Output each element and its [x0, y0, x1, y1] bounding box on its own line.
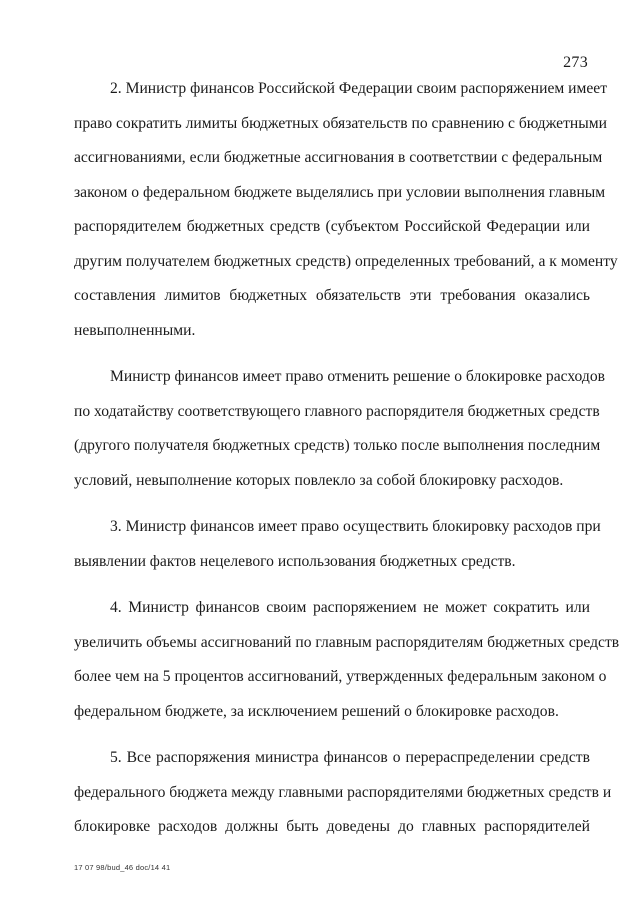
paragraph-4: [74, 591, 620, 729]
text-line: (другого получателя бюджетных средств) только после выполнения последним: [74, 437, 601, 454]
text-line: законом о федеральном бюджете выделялись при условии выполнения главным: [74, 183, 606, 201]
page-number: 273: [563, 54, 588, 71]
text-line: Министр финансов имеет право отменить решение о блокировке расходов: [110, 368, 605, 385]
paragraph-2-continued: [74, 360, 605, 498]
document-body: [74, 72, 620, 857]
text-line: 3. Министр финансов имеет право осуществить блокировку расходов при: [110, 518, 601, 535]
paragraph-5: [74, 741, 612, 845]
text-line: другим получателем бюджетных средств) определенных требований, а к моменту: [74, 252, 618, 270]
text-line: по ходатайству соответствующего главного распорядителя бюджетных средств: [74, 402, 600, 420]
text-line: 4. Министр финансов своим распоряжением не может сократить или: [110, 599, 590, 616]
text-line: составления лимитов бюджетных обязательств эти требования оказались: [74, 287, 590, 304]
text-line: выявлении фактов нецелевого использования бюджетных средств.: [74, 552, 516, 570]
text-line: невыполненными.: [74, 321, 196, 339]
text-line: 2. Министр финансов Российской Федерации своим распоряжением имеет: [110, 80, 608, 97]
text-line: 5. Все распоряжения министра финансов о перераспределении средств: [110, 749, 590, 766]
text-line: право сократить лимиты бюджетных обязательств по сравнению с бюджетными: [74, 114, 607, 132]
text-line: ассигнованиями, если бюджетные ассигнования в соответствии с федеральным: [74, 149, 603, 166]
text-line: федеральном бюджете, за исключением решений о блокировке расходов.: [74, 702, 559, 720]
text-line: распорядителем бюджетных средств (субъектом Российской Федерации или: [74, 218, 590, 235]
text-line: блокировке расходов должны быть доведены до главных распорядителей: [74, 818, 590, 835]
document-footer: 17 07 98/bud_46 doc/14 41: [74, 863, 171, 872]
text-line: федерального бюджета между главными распорядителями бюджетных средств и: [74, 783, 612, 801]
paragraph-2: [74, 72, 618, 348]
text-line: более чем на 5 процентов ассигнований, утвержденных федеральным законом о: [74, 668, 607, 685]
text-line: увеличить объемы ассигнований по главным распорядителям бюджетных средств: [74, 633, 620, 651]
paragraph-3: [74, 510, 601, 579]
text-line: условий, невыполнение которых повлекло за собой блокировку расходов.: [74, 471, 564, 489]
